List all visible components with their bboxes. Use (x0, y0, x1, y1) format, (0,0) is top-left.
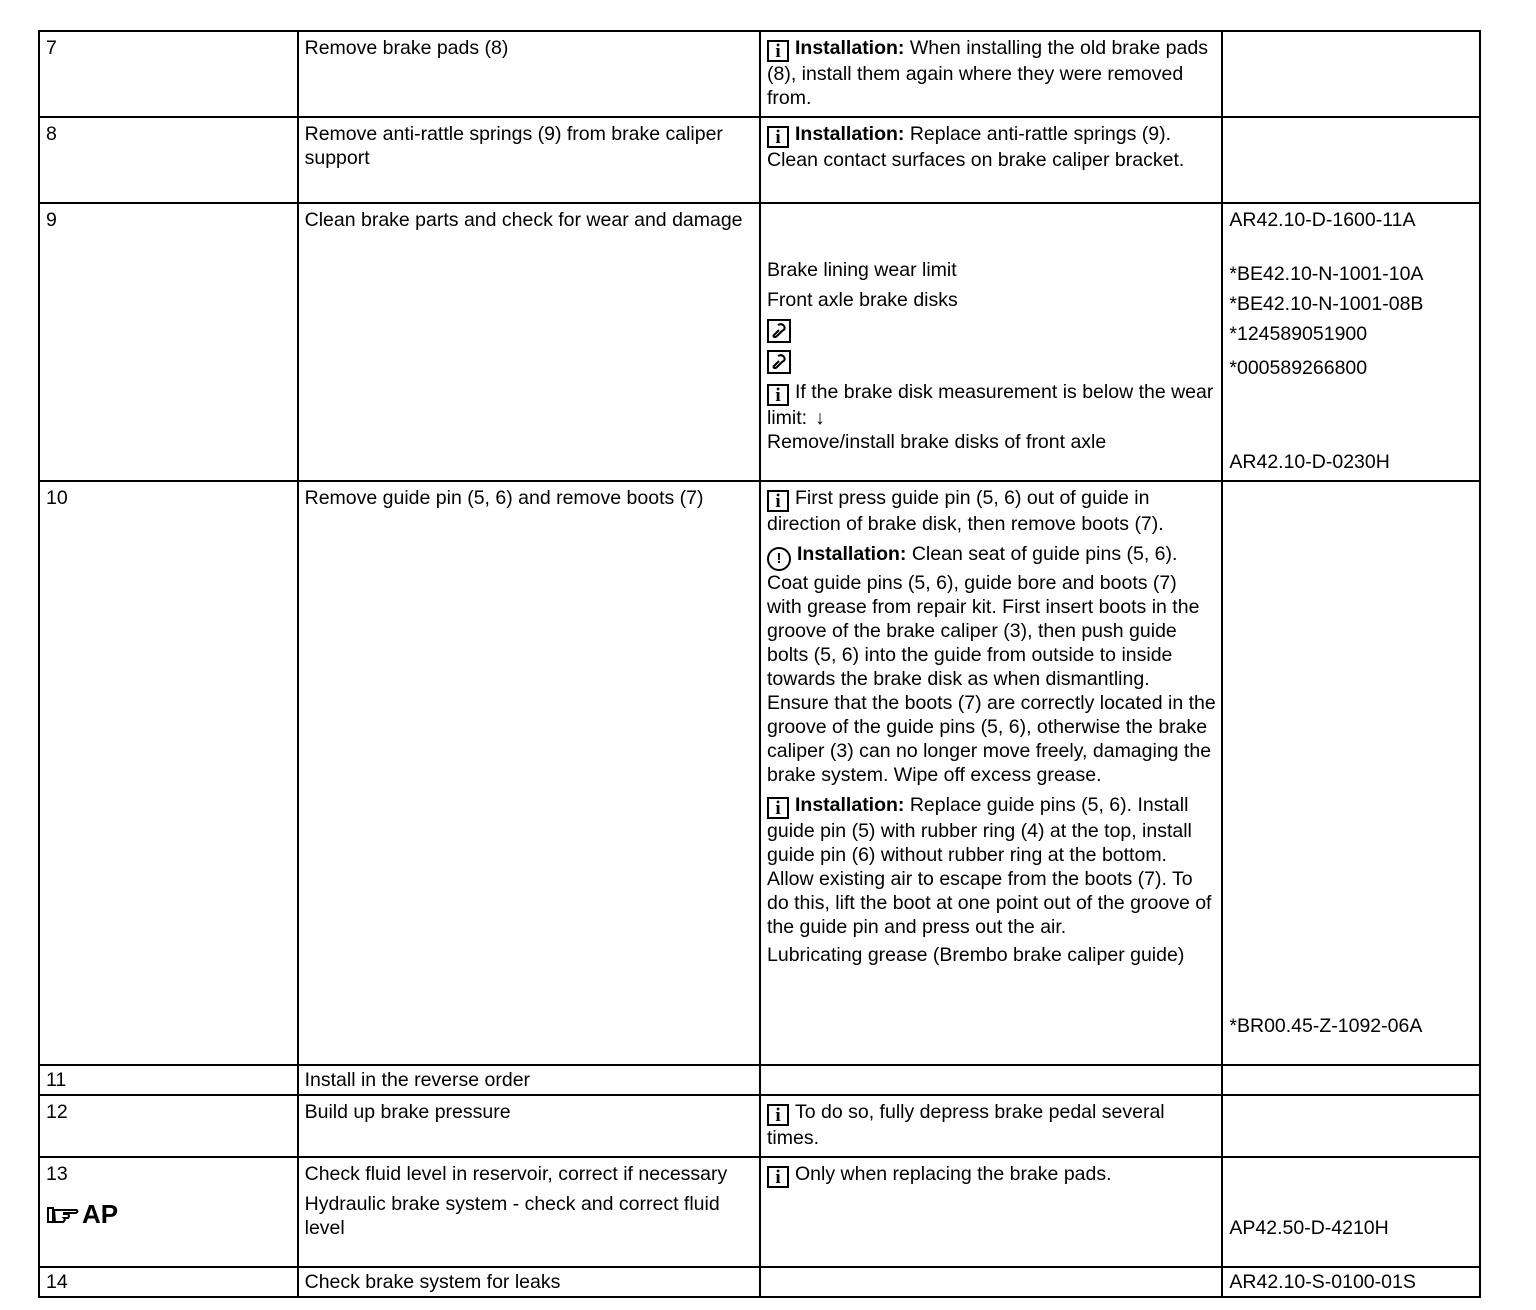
step-refs (1222, 481, 1480, 1065)
reference-code: AP42.50-D-4210H (1229, 1217, 1389, 1239)
step-refs (1222, 1095, 1480, 1157)
note-text: Replace anti-rattle springs (9). Clean contact surfaces on brake caliper bracket. (767, 123, 1185, 171)
step-notes (760, 31, 1222, 117)
table-row (39, 117, 1480, 203)
info-icon: i (767, 1104, 789, 1126)
table-row (39, 31, 1480, 117)
reference-code: *000589266800 (1229, 357, 1368, 379)
info-icon: i (767, 1166, 789, 1188)
table-row (39, 1267, 1480, 1297)
step-number: 10 (39, 481, 298, 1065)
step-number (39, 1157, 298, 1267)
step-number: 14 (39, 1267, 298, 1297)
note-line (767, 542, 1216, 787)
note-text: Replace guide pins (5, 6). Install guide pin (5) with rubber ring (4) at the top, install guide pin (6) without rubber ring at the bottom. Allow existing air to escape from the boots (7). To do this, lift the boot at one point out of the groove of the guide pin and press out the air. (767, 794, 1212, 938)
step-refs (1222, 31, 1480, 117)
step-notes (760, 481, 1222, 1065)
note-text: If the brake disk measurement is below the wear limit: (767, 381, 1214, 429)
reference-code: AR42.10-D-1600-11A (1229, 209, 1416, 231)
info-icon: i (767, 490, 789, 512)
step-action: Remove brake pads (8) (298, 31, 760, 117)
step-action: Remove guide pin (5, 6) and remove boots (7) (298, 481, 760, 1065)
note-line (767, 793, 1216, 939)
reference-code: *BE42.10-N-1001-08B (1229, 293, 1424, 315)
table-row (39, 1095, 1480, 1157)
tool-line (767, 349, 1216, 374)
note-line (767, 486, 1216, 536)
note-line: Lubricating grease (Brembo brake caliper guide) (767, 944, 1185, 966)
step-refs (1222, 117, 1480, 203)
table-row (39, 1065, 1480, 1095)
ap-label: AP (82, 1199, 119, 1229)
step-refs (1222, 1065, 1480, 1095)
step-number: 9 (39, 203, 298, 481)
step-notes (760, 203, 1222, 481)
tool-line (767, 318, 1216, 343)
info-icon: i (767, 384, 789, 406)
note-label: Installation: (795, 123, 905, 145)
table-row (39, 481, 1480, 1065)
arrow-down-icon: ↓ (815, 407, 825, 429)
info-icon: i (767, 40, 789, 62)
reference-code: *124589051900 (1229, 323, 1368, 345)
note-text: First press guide pin (5, 6) out of guide in direction of brake disk, then remove boots (7). (767, 487, 1164, 535)
reference-code: AR42.10-D-0230H (1229, 451, 1390, 473)
step-action: Remove anti-rattle springs (9) from brake caliper support (298, 117, 760, 203)
repair-procedure-table (38, 30, 1481, 1298)
step-action: Check brake system for leaks (298, 1267, 760, 1297)
special-tool-icon (767, 319, 791, 343)
ap-reference-marker (46, 1199, 292, 1231)
step-number-text: 13 (46, 1163, 68, 1185)
warning-icon: ! (767, 547, 791, 571)
table-row (39, 203, 1480, 481)
reference-code: *BR00.45-Z-1092-06A (1229, 1015, 1423, 1037)
step-action (298, 1157, 760, 1267)
step-refs (1222, 1157, 1480, 1267)
step-notes (760, 117, 1222, 203)
action-text: Hydraulic brake system - check and correct fluid level (304, 1193, 720, 1239)
step-number: 11 (39, 1065, 298, 1095)
note-label: Installation: (797, 543, 907, 565)
note-text: Only when replacing the brake pads. (795, 1163, 1112, 1185)
info-icon: i (767, 126, 789, 148)
note-label: Installation: (795, 37, 905, 59)
step-action: Install in the reverse order (298, 1065, 760, 1095)
note-text: Clean seat of guide pins (5, 6). Coat guide pins (5, 6), guide bore and boots (7) with grease from repair kit. First insert boots in the groove of the brake caliper (3), then push guide bolts (5, 6) into the guide from outside to inside towards the brake disk as when dismantling. Ensure that the boots (7) are correctly located in the groove of the guide pins (5, 6), otherwise the brake caliper (3) can no longer move freely, damaging the brake system. Wipe off excess grease. (767, 543, 1216, 786)
step-number: 8 (39, 117, 298, 203)
reference-code: AR42.10-S-0100-01S (1222, 1267, 1480, 1297)
info-icon: i (767, 797, 789, 819)
step-notes (760, 1157, 1222, 1267)
note-line: Brake lining wear limit (767, 259, 957, 281)
table-row (39, 1157, 1480, 1267)
note-line: Front axle brake disks (767, 289, 958, 311)
step-refs (1222, 203, 1480, 481)
note-label: Installation: (795, 794, 905, 816)
step-number: 7 (39, 31, 298, 117)
special-tool-icon (767, 350, 791, 374)
note-text: To do so, fully depress brake pedal several times. (767, 1101, 1165, 1149)
pointing-hand-icon (46, 1203, 80, 1225)
step-notes (760, 1065, 1222, 1095)
note-line: Remove/install brake disks of front axle (767, 431, 1107, 453)
step-action: Build up brake pressure (298, 1095, 760, 1157)
step-notes (760, 1267, 1222, 1297)
note-text: When installing the old brake pads (8), install them again where they were removed from. (767, 37, 1208, 109)
step-action: Clean brake parts and check for wear and damage (298, 203, 760, 481)
step-notes (760, 1095, 1222, 1157)
action-text: Check fluid level in reservoir, correct if necessary (304, 1163, 728, 1185)
step-number: 12 (39, 1095, 298, 1157)
reference-code: *BE42.10-N-1001-10A (1229, 263, 1424, 285)
note-line (767, 380, 1216, 430)
